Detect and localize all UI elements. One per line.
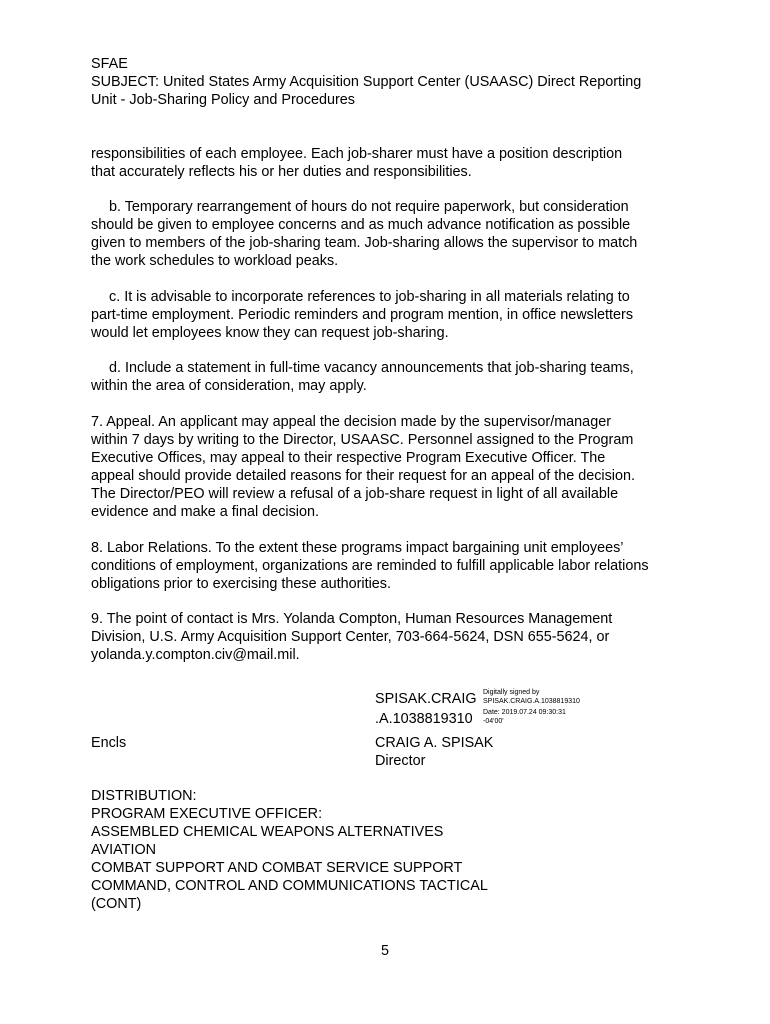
text-line: Executive Offices, may appeal to their respective Program Executive Officer. The: [91, 450, 606, 466]
signature-detail-line: Date: 2019.07.24 09:30:31: [483, 709, 566, 717]
signature-detail-line: -04'00': [483, 717, 504, 725]
paragraph-d: [91, 359, 691, 395]
text-line: part-time employment. Periodic reminders and program mention, in office newsletters: [91, 307, 634, 323]
text-line: that accurately reflects his or her duties and responsibilities.: [91, 164, 472, 180]
signature-name-line: SPISAK.CRAIG: [375, 691, 477, 707]
paragraph-9-point-of-contact: [91, 610, 691, 664]
distribution-item: ASSEMBLED CHEMICAL WEAPONS ALTERNATIVES: [91, 824, 444, 840]
text-line: yolanda.y.compton.civ@mail.mil.: [91, 647, 300, 663]
paragraph-7-appeal: [91, 413, 691, 521]
digital-signature-name: [375, 689, 477, 729]
subject-line: SUBJECT: United States Army Acquisition Support Center (USAASC) Direct Reporting: [91, 74, 642, 90]
text-line: Division, U.S. Army Acquisition Support Center, 703-664-5624, DSN 655-5624, or: [91, 629, 610, 645]
signature-detail-line: SPISAK.CRAIG.A.1038819310: [483, 697, 580, 705]
text-line: within the area of consideration, may apply.: [91, 378, 367, 394]
text-line: 9. The point of contact is Mrs. Yolanda Compton, Human Resources Management: [91, 611, 613, 627]
distribution-heading: DISTRIBUTION:: [91, 788, 197, 804]
text-line: conditions of employment, organizations are reminded to fulfill applicable labor relations: [91, 558, 649, 574]
distribution-item: PROGRAM EXECUTIVE OFFICER:: [91, 806, 323, 822]
signer-name: CRAIG A. SPISAK: [375, 735, 494, 751]
text-line: c. It is advisable to incorporate references to job-sharing in all materials relating to: [109, 289, 630, 305]
text-line: The Director/PEO will review a refusal of a job-share request in light of all available: [91, 486, 619, 502]
subject-line: Unit - Job-Sharing Policy and Procedures: [91, 92, 355, 108]
signature-detail-line: Digitally signed by: [483, 689, 540, 696]
distribution-item: AVIATION: [91, 842, 157, 858]
text-line: 7. Appeal. An applicant may appeal the decision made by the supervisor/manager: [91, 414, 611, 430]
text-line: responsibilities of each employee. Each job-sharer must have a position description: [91, 146, 623, 162]
digital-signature-details: [483, 689, 623, 726]
office-symbol: SFAE: [91, 56, 128, 72]
text-line: obligations prior to exercising these authorities.: [91, 576, 391, 592]
memo-header: [91, 55, 691, 109]
text-line: the work schedules to workload peaks.: [91, 253, 339, 269]
signature-name-line: .A.1038819310: [375, 711, 473, 727]
paragraph-b: [91, 198, 691, 270]
text-line: given to members of the job-sharing team. Job-sharing allows the supervisor to match: [91, 235, 638, 251]
distribution-item: (CONT): [91, 896, 142, 912]
signer-title: Director: [375, 753, 426, 769]
paragraph-c: [91, 288, 691, 342]
text-line: within 7 days by writing to the Director, USAASC. Personnel assigned to the Program: [91, 432, 634, 448]
distribution-item: COMMAND, CONTROL AND COMMUNICATIONS TACTICAL: [91, 878, 488, 894]
enclosures-label: Encls: [91, 735, 127, 751]
page-number: 5: [380, 943, 389, 959]
text-line: d. Include a statement in full-time vacancy announcements that job-sharing teams,: [109, 360, 634, 376]
text-line: 8. Labor Relations. To the extent these programs impact bargaining unit employees’: [91, 540, 624, 556]
text-line: b. Temporary rearrangement of hours do not require paperwork, but consideration: [109, 199, 629, 215]
distribution-item: COMBAT SUPPORT AND COMBAT SERVICE SUPPORT: [91, 860, 463, 876]
paragraph-8-labor-relations: [91, 539, 691, 593]
text-line: appeal should provide detailed reasons for their request for an appeal of the decision.: [91, 468, 636, 484]
text-line: would let employees know they can request job-sharing.: [91, 325, 449, 341]
distribution-list: [91, 787, 691, 913]
text-line: should be given to employee concerns and as much advance notification as possible: [91, 217, 631, 233]
signature-block: [375, 734, 493, 770]
paragraph-continuation: [91, 145, 691, 181]
text-line: evidence and make a final decision.: [91, 504, 319, 520]
